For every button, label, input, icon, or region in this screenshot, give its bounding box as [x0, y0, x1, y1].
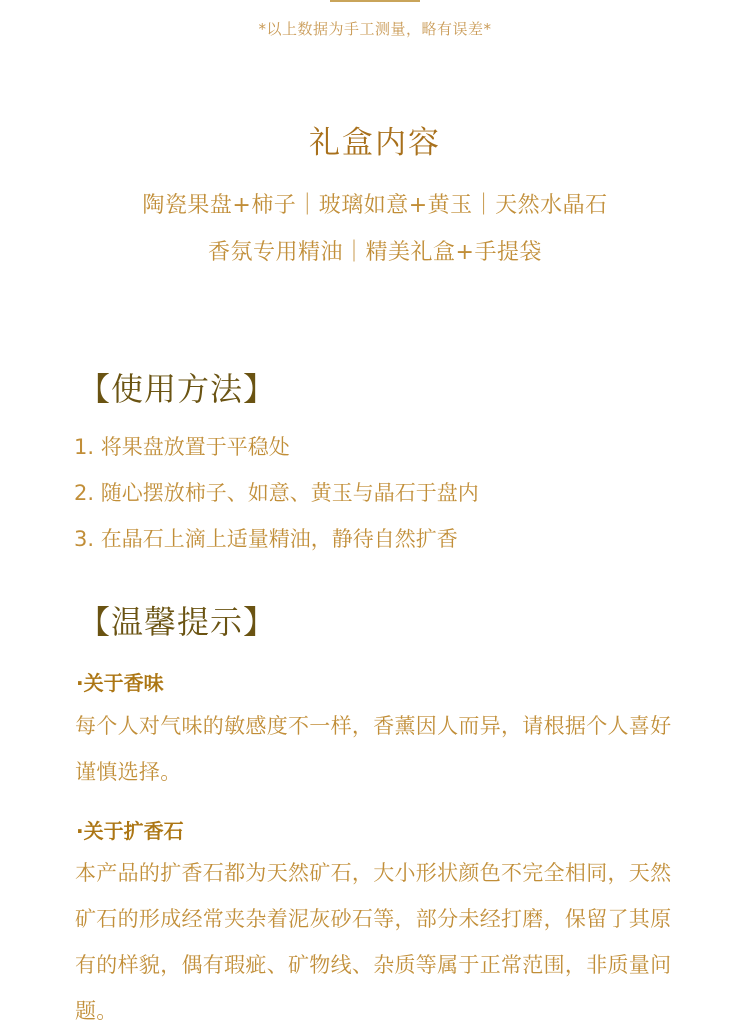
gift-box-title: 礼盒内容 — [309, 125, 441, 161]
gift-box-contents-line: 陶瓷果盘+柿子｜玻璃如意+黄玉｜天然水晶石 — [142, 193, 608, 218]
tip-body-diffuser-stone: 本产品的扩香石都为天然矿石，大小形状颜色不完全相同，天然矿石的形成经常夹杂着泥灰砂石等，部分未经打磨，保留了其原有的样貌，偶有瑕疵、矿物线、杂质等属于正常范围，非质量问题。 — [75, 861, 672, 1023]
usage-section-title: 【使用方法】 — [78, 370, 277, 408]
tip-heading-diffuser-stone: ·关于扩香石 — [76, 819, 184, 843]
usage-step: 1. 将果盘放置于平稳处 — [74, 435, 290, 459]
tips-section-title: 【温馨提示】 — [78, 603, 277, 641]
gift-box-contents-line: 香氛专用精油｜精美礼盒+手提袋 — [208, 240, 542, 265]
tip-body-fragrance: 每个人对气味的敏感度不一样，香薰因人而异，请根据个人喜好谨慎选择。 — [75, 714, 672, 784]
usage-step: 3. 在晶石上滴上适量精油，静待自然扩香 — [74, 527, 458, 551]
measurement-disclaimer: *以上数据为手工测量，略有误差* — [258, 20, 492, 38]
usage-step: 2. 随心摆放柿子、如意、黄玉与晶石于盘内 — [74, 481, 479, 505]
tip-heading-fragrance: ·关于香味 — [76, 671, 164, 695]
top-divider — [330, 0, 420, 2]
